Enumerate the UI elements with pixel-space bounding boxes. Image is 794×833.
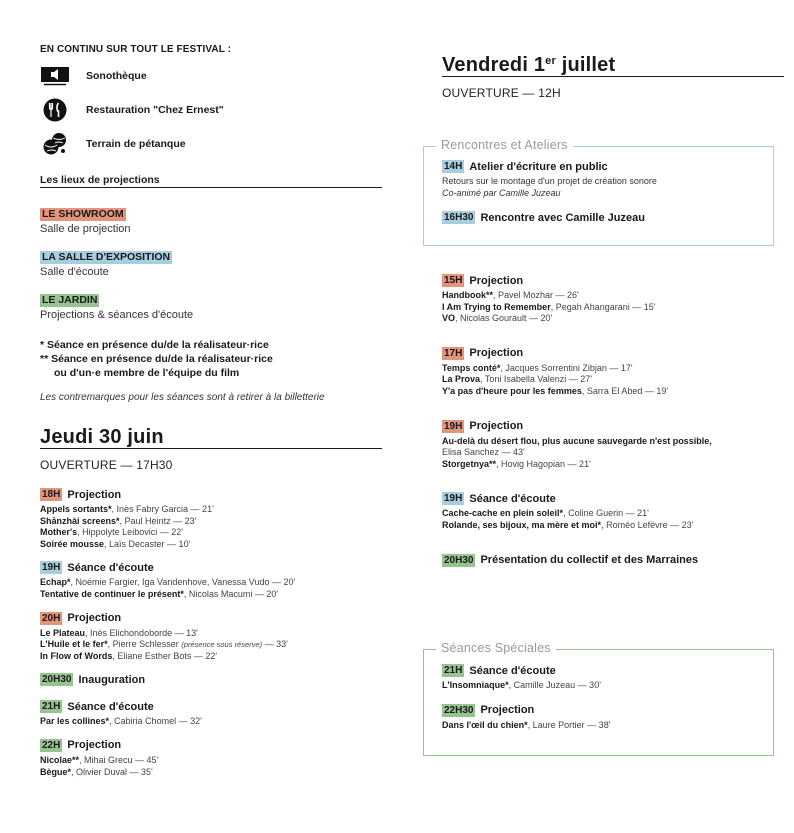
day-title-main: Vendredi 1 <box>442 54 546 76</box>
film-title: Rolande, ses bijoux, ma mère et moi* <box>442 519 602 530</box>
film-title: Shānzhài screens* <box>40 515 120 526</box>
session-jeudi-22h <box>40 739 382 778</box>
atelier-desc: Retours sur le montage d'un projet de création sonore <box>442 176 657 186</box>
film-credit: , Jacques Sorrentini Zibjan — 17' <box>500 362 633 373</box>
film-note: (présence sous réserve) <box>181 640 263 650</box>
day-title-vendredi <box>442 50 784 77</box>
film-credit: , Hippolyte Leibovici — 22' <box>77 527 183 538</box>
place-showroom <box>40 204 382 236</box>
film-credit: , Pavel Mozhar — 26' <box>493 290 579 300</box>
film-credit: , Nicolas Macumi — 20' <box>183 588 279 599</box>
film-item <box>442 508 784 520</box>
atelier-coanime: Co-animé par Camille Juzeau <box>442 187 561 198</box>
left-column <box>40 44 382 778</box>
session-type: Projection <box>67 612 122 625</box>
note-two-star-cont: ou d'un·e membre de l'équipe du film <box>54 367 240 379</box>
film-title: L'Huile et le fer* <box>40 639 108 650</box>
rencontres-legend: Rencontres et Ateliers <box>436 138 573 152</box>
note-one-star: * Séance en présence du/de la réalisateur·rice <box>40 339 269 351</box>
film-item <box>40 539 382 551</box>
film-credit: , Inès Elichondoborde — 13' <box>85 627 198 638</box>
session-type: Séance d'écoute <box>469 492 556 505</box>
film-title: Soirée mousse <box>40 538 105 549</box>
ouverture-vendredi: OUVERTURE — 12H <box>442 86 561 100</box>
film-credit: , Toni Isabella Valenzi — 27' <box>480 374 592 385</box>
film-item <box>442 459 784 471</box>
time-badge: 16H30 <box>444 212 474 223</box>
time-badge: 15H <box>444 275 463 286</box>
jeudi-section <box>40 426 382 778</box>
session-jeudi-19h <box>40 561 382 600</box>
session-type: Atelier d'écriture en public <box>469 160 608 173</box>
session-vendredi-15h <box>442 274 784 325</box>
time-badge: 22H30 <box>444 704 474 716</box>
film-credit: , Eliane Esther Bots — 22' <box>112 650 218 661</box>
session-type: Présentation du collectif et des Marraines <box>480 554 699 567</box>
film-item <box>442 720 773 732</box>
film-item <box>40 755 382 767</box>
continu-item-petanque <box>40 132 382 156</box>
film-title: L'Insomniaque* <box>442 680 509 690</box>
film-item <box>442 374 784 386</box>
film-item <box>442 386 784 398</box>
time-badge: 14H <box>444 161 463 172</box>
time-badge: 19H <box>444 493 463 505</box>
speciales-legend: Séances Spéciales <box>436 641 556 655</box>
film-title: Cache-cache en plein soleil* <box>442 508 564 519</box>
session-vendredi-19h-projection <box>442 420 784 471</box>
session-vendredi-17h <box>442 347 784 398</box>
time-badge: 20H30 <box>42 674 72 686</box>
ouverture-jeudi: OUVERTURE — 17H30 <box>40 458 173 472</box>
time-badge: 18H <box>42 489 61 500</box>
rencontres-box <box>423 138 774 246</box>
speaker-icon <box>40 64 70 88</box>
film-title: Le Plateau <box>40 627 86 638</box>
time-badge: 19H <box>42 562 61 574</box>
session-jeudi-18h <box>40 488 382 550</box>
continu-item-sonotheque <box>40 64 382 88</box>
petanque-balls-icon <box>40 132 70 156</box>
place-tag: LE SHOWROOM <box>42 208 124 220</box>
film-title: Dans l'œil du chien* <box>442 719 528 730</box>
film-item <box>40 651 382 663</box>
note-two-star: ** Séance en présence du/de la réalisateur·rice <box>40 353 273 365</box>
film-title: VO <box>442 313 456 324</box>
day-title-jeudi: Jeudi 30 juin <box>40 426 382 449</box>
time-badge: 20H <box>42 612 61 624</box>
contremarques-note: Les contremarques pour les séances sont à retirer à la billetterie <box>40 392 325 403</box>
film-title: I Am Trying to Remember <box>442 301 551 312</box>
film-title: La Prova <box>442 374 481 385</box>
film-title: Par les collines* <box>40 716 110 727</box>
place-jardin <box>40 290 382 322</box>
day-title-sup: er <box>545 55 556 67</box>
film-credit: , Laïs Decaster — 10' <box>104 538 191 549</box>
fork-knife-icon <box>40 98 70 122</box>
film-credit: , Noémie Fargier, Iga Vandenhove, Vanessa Vudo — 20' <box>70 577 296 588</box>
time-badge: 21H <box>42 701 61 713</box>
session-type: Projection <box>469 347 524 360</box>
film-item <box>442 520 784 532</box>
session-jeudi-20h30 <box>40 673 382 686</box>
film-credit: , Paul Heintz — 23' <box>119 515 197 526</box>
film-credit: , Camille Juzeau — 30' <box>508 680 601 690</box>
film-title: Appels sortants* <box>40 504 112 514</box>
film-title: Handbook** <box>442 290 494 300</box>
film-credit: Elisa Sanchez — 43' <box>442 447 525 458</box>
session-type: Projection <box>67 488 122 501</box>
film-title: Mother's <box>40 527 78 538</box>
film-credit: , Laure Portier — 38' <box>527 719 611 730</box>
continu-label: Sonothèque <box>86 70 147 82</box>
continu-label: Restauration "Chez Ernest" <box>86 104 224 116</box>
session-type: Inauguration <box>78 673 146 686</box>
film-credit: , Pegah Ahangarani — 15' <box>550 301 656 312</box>
notes <box>40 338 382 403</box>
session-type: Projection <box>480 704 535 717</box>
film-title: Au-delà du désert flou, plus aucune sauvegarde n'est possible, <box>442 435 712 446</box>
film-credit: , Nicolas Gourault — 20' <box>455 313 553 324</box>
film-title: Bègue* <box>40 766 72 777</box>
place-desc: Projections & séances d'écoute <box>40 309 194 321</box>
film-item <box>442 363 784 375</box>
place-salle-exposition <box>40 247 382 279</box>
session-type: Rencontre avec Camille Juzeau <box>480 211 645 224</box>
film-credit: , Roméo Lefèvre — 23' <box>601 519 694 530</box>
film-credit-end: — 33' <box>262 639 288 650</box>
vendredi-sessions <box>442 274 784 570</box>
time-badge: 19H <box>444 420 463 432</box>
place-desc: Salle de projection <box>40 223 131 235</box>
film-credit: , Hovig Hagopian — 21' <box>496 458 591 469</box>
film-item <box>40 716 382 728</box>
film-credit: , Sarra El Abed — 19' <box>581 385 669 396</box>
session-jeudi-21h <box>40 700 382 728</box>
film-title: In Flow of Words <box>40 650 113 661</box>
film-item <box>40 767 382 779</box>
session-type: Projection <box>67 739 122 752</box>
film-title: Echap* <box>40 577 71 588</box>
film-item <box>442 313 784 325</box>
continu-label: Terrain de pétanque <box>86 138 186 150</box>
session-type: Séance d'écoute <box>469 664 556 677</box>
session-vendredi-19h-ecoute <box>442 492 784 531</box>
film-item <box>40 527 382 539</box>
continu-title: EN CONTINU SUR TOUT LE FESTIVAL : <box>40 44 232 55</box>
film-title: Y'a pas d'heure pour les femmes <box>442 385 582 396</box>
film-credit: , Olivier Duval — 35' <box>71 766 153 777</box>
time-badge: 22H <box>42 739 61 751</box>
film-item <box>40 504 382 516</box>
continu-item-restauration <box>40 98 382 122</box>
session-type: Séance d'écoute <box>67 700 154 713</box>
film-credit: , Pierre Schlesser <box>107 639 182 650</box>
session-type: Projection <box>469 274 524 287</box>
film-credit: , Cabiria Chomel — 32' <box>109 716 202 727</box>
session-vendredi-20h30 <box>442 554 784 567</box>
film-credit: , Coline Guerin — 21' <box>563 508 649 519</box>
session-type: Séance d'écoute <box>67 561 154 574</box>
film-item <box>442 447 784 459</box>
film-item <box>442 680 773 692</box>
film-credit: , Inès Fabry Garcia — 21' <box>111 504 214 514</box>
time-badge: 17H <box>444 347 463 359</box>
time-badge: 20H30 <box>444 554 474 566</box>
film-title: Tentative de continuer le présent* <box>40 588 184 599</box>
film-title: Temps conté* <box>442 362 501 373</box>
film-credit: , Mihai Grecu — 45' <box>79 754 159 765</box>
session-type: Projection <box>469 420 524 433</box>
film-title: Nicolae** <box>40 754 80 765</box>
film-title: Storgetnya** <box>442 458 497 469</box>
place-tag: LA SALLE D'EXPOSITION <box>42 251 171 263</box>
day-title-end: juillet <box>555 54 616 76</box>
time-badge: 21H <box>444 665 463 676</box>
film-item <box>442 290 784 302</box>
speciales-box <box>423 641 774 756</box>
film-item <box>40 577 382 589</box>
film-item <box>442 436 784 448</box>
film-item <box>40 589 382 601</box>
place-tag: LE JARDIN <box>42 294 98 306</box>
lieux-title: Les lieux de projections <box>40 174 382 188</box>
film-item <box>40 639 382 651</box>
film-item <box>40 628 382 640</box>
session-jeudi-20h <box>40 612 382 663</box>
right-column <box>442 50 784 100</box>
film-item <box>40 516 382 528</box>
place-desc: Salle d'écoute <box>40 266 109 278</box>
film-item <box>442 302 784 314</box>
